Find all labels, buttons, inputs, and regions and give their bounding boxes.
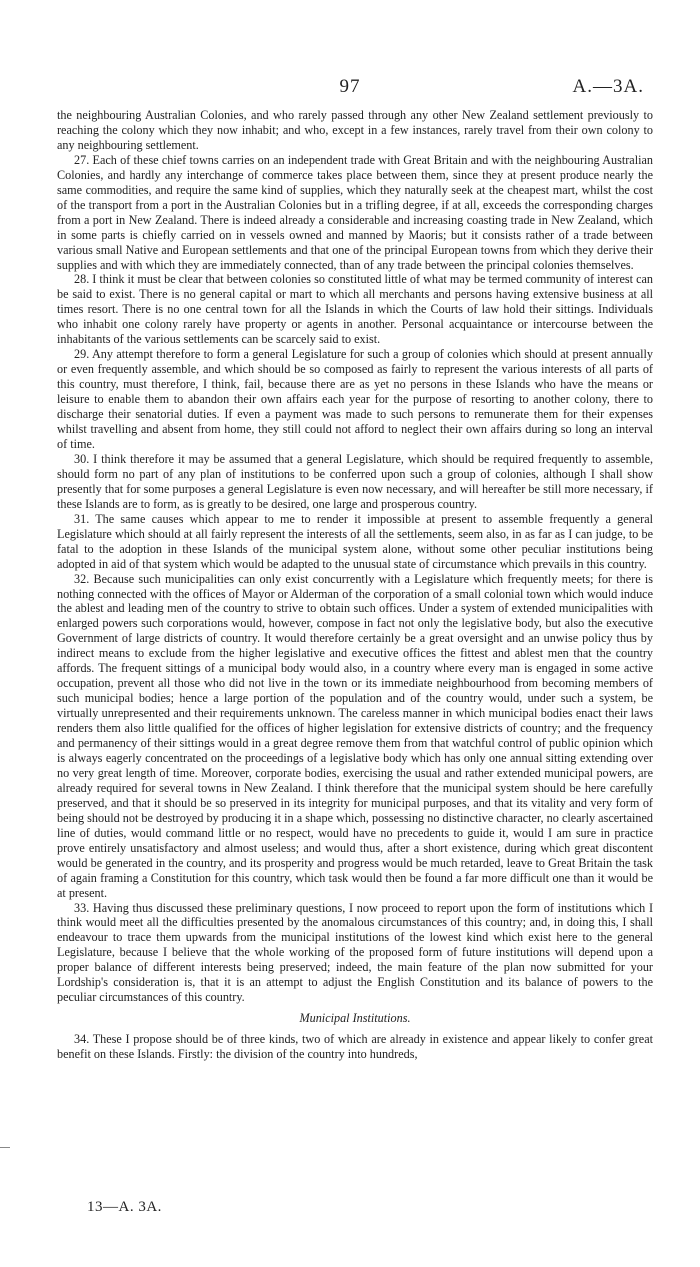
paragraph-30: 30. I think therefore it may be assumed that a general Legislature, which should be required frequently to assemble, should form no part of any plan of institutions to be conferred upon such a group of colonies, although I shall show presently that for some purposes a general Legislature is even now necessary, and will hereafter be still more necessary, if these Islands are to form, as is greatly to be desired, one large and prosperous country. [57,451,653,511]
paragraph-29: 29. Any attempt therefore to form a general Legislature for such a group of colonies which should at present annually or even frequently assemble, and which should be so composed as fairly to represent the various interests of all parts of this country, must therefore, I think, fail, because there are as yet no persons in these Islands who have the means or leisure to enable them to abandon their own affairs each year for the purpose of resorting to another colony, there to discharge their senatorial duties. If even a payment was made to such persons to remunerate them for their expenses whilst travelling and absent from home, they still could not afford to neglect their own affairs during so long an interval of time. [57,347,653,451]
paper-reference: A.—3A. [572,76,644,97]
paragraph-34: 34. These I propose should be of three kinds, two of which are already in existence and appear likely to confer great benefit on these Islands. Firstly: the division of the country into hundreds, [57,1032,653,1062]
paragraph-32: 32. Because such municipalities can only exist concurrently with a Legislature which frequently meets; for there is nothing connected with the offices of Mayor or Alderman of the corporation of a small colonial town which would induce the ablest and leading men of the country to strive to obtain such offices. Under a system of extended municipalities with enlarged powers such corporations would, however, compose in fact not only the legislative body, but also the executive Government of large districts of country. It would therefore certainly be a great oversight and an unwise policy thus by indirect means to exclude from the higher legislative and executive offices the fittest and ablest men that the country affords. The frequent sittings of a municipal body would also, in a country where every man is engaged in some active occupation, prevent all those who did not live in the town or its immediate neighbourhood from becoming members of such municipal bodies; hence a large portion of the population and of the country would, under such a system, be virtually unrepresented and their requirements unknown. The careless manner in which municipal bodies enact their laws renders them also little qualified for the offices of higher legislation for extensive districts of country; and the frequency and permanency of their sittings would in a great degree remove them from that watchful control of public opinion which is always eagerly concentrated on the proceedings of a legislative body which has only one annual sitting extending over no very great length of time. Moreover, corporate bodies, exercising the usual and rather extended municipal powers, are already required for several towns in New Zealand. I think therefore that the municipal system should be here carefully preserved, and that it should be so preserved in its integrity for municipal purposes, and that its vitality and very form of being should not be destroyed by producing it in a shape which, possessing no distinctive character, no clearly ascertained line of duties, would command little or no respect, would have no precedents to guide it, would I am sure in practice prove entirely unsatisfactory and almost useless; and would thus, after a short existence, during which great discontent would be generated in the country, and its prosperity and progress would be much retarded, leave to Great Britain the task of again framing a Constitution for this country, which task would then be found a far more difficult one than it would be at present. [57,571,653,900]
paragraph-continuation: the neighbouring Australian Colonies, and who rarely passed through any other New Zealand settlement previously to reaching the colony which they now inhabit; and who, except in a few instances, rarely travel from their own colony to any neighbouring settlement. [57,108,653,152]
signature-mark: 13—A. 3A. [87,1199,162,1215]
paragraph-28: 28. I think it must be clear that between colonies so constituted little of what may be termed community of interest can be said to exist. There is no general capital or mart to which all merchants and persons having extensive business at all times resort. There is no one central town for all the Islands in which the Courts of law hold their sittings. Individuals who inhabit one colony rarely have property or agents in another. Personal acquaintance or intercourse between the inhabitants of the various settlements can be scarcely said to exist. [57,272,653,347]
page-number: 97 [339,76,361,97]
section-heading: Municipal Institutions. [299,1011,411,1026]
paragraph-27: 27. Each of these chief towns carries on an independent trade with Great Britain and with the neighbouring Australian Colonies, and hardly any interchange of commerce takes place between them, since they at present produce nearly the same commodities, and require the same kind of supplies, which they naturally seek at the cheapest mart, whilst the cost of the transport from a port in the Australian Colonies but in a trifling degree, if at all, exceeds the corresponding charges from a port in New Zealand. There is indeed already a considerable and increasing coasting trade in New Zealand, which in some parts is chiefly carried on in vessels owned and manned by Maoris; but it consists rather of a trade between various small Native and European settlements and that one of the principal European towns from which they derive their supplies and with which they are immediately connected, than of any trade between the principal colonies themselves. [57,152,653,272]
margin-dash [0,1147,10,1148]
paragraph-33: 33. Having thus discussed these preliminary questions, I now proceed to report upon the form of institutions which I think would meet all the difficulties presented by the anomalous circumstances of this country; and, in doing this, I shall endeavour to trace them upwards from the municipal institutions of the lowest kind which exist here to the general Legislature, because I believe that the whole working of the proposed form of future institutions will depend upon a proper balance of different interests being preserved; indeed, the main feature of the plan now submitted for your Lordship's consideration is, that it is an attempt to adjust the English Constitution and its balance of powers to the peculiar circumstances of this country. [57,900,653,1005]
body-text [57,108,653,1062]
paragraph-31: 31. The same causes which appear to me to render it impossible at present to assemble frequently a general Legislature which should at all fairly represent the interests of all the settlements, seem also, in as far as I can judge, to be fatal to the adoption in these Islands of the municipal system alone, without some other peculiar institutions being adopted in aid of that system which would be adapted to the unusual state of circumstance which prevails in this country. [57,511,653,571]
